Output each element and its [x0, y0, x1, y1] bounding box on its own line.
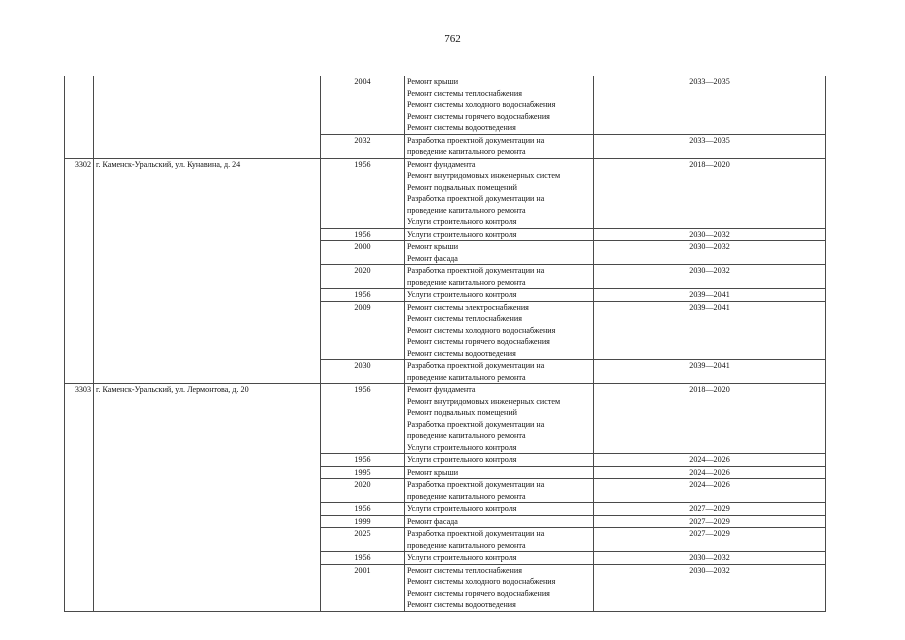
planned-period-cell: 2039—2041: [594, 289, 826, 302]
work-types-cell: [405, 479, 594, 503]
planned-period-cell: 2024—2026: [594, 466, 826, 479]
year-cell: 1956: [321, 454, 405, 467]
year-cell: 2000: [321, 241, 405, 265]
table-row: [65, 158, 826, 228]
page-number: 762: [444, 33, 461, 45]
year-cell: 2009: [321, 301, 405, 360]
year-cell: 1956: [321, 552, 405, 565]
work-types-cell: [405, 360, 594, 384]
work-type-line: Ремонт внутридомовых инженерных систем: [407, 396, 561, 406]
work-types-cell: [405, 384, 594, 454]
object-number: 3303: [65, 384, 94, 612]
work-type-line: Ремонт фасада: [407, 253, 458, 263]
year-cell: 2025: [321, 528, 405, 552]
planned-period-cell: 2030—2032: [594, 265, 826, 289]
work-type-line: проведение капитального ремонта: [407, 205, 526, 215]
work-types-cell: [405, 228, 594, 241]
work-types-cell: [405, 552, 594, 565]
work-type-line: Ремонт системы водоотведения: [407, 600, 516, 609]
year-cell: 1995: [321, 466, 405, 479]
work-type-line: Ремонт внутридомовых инженерных систем: [407, 171, 561, 180]
planned-period-cell: 2030—2032: [594, 552, 826, 565]
work-type-line: Услуги строительного контроля: [407, 229, 517, 239]
work-type-line: Ремонт системы холодного водоснабжения: [407, 577, 556, 586]
object-address: г. Каменск-Уральский, ул. Лермонтова, д. 20: [94, 384, 321, 612]
work-type-line: Ремонт фасада: [407, 516, 458, 526]
work-types-cell: [405, 241, 594, 265]
work-type-line: Разработка проектной документации на: [407, 361, 545, 370]
year-cell: 1956: [321, 158, 405, 228]
work-types-cell: [405, 454, 594, 467]
planned-period-cell: 2024—2026: [594, 479, 826, 503]
object-address: г. Каменск-Уральский, ул. Кунавина, д. 24: [94, 158, 321, 384]
work-type-line: Ремонт системы горячего водоснабжения: [407, 111, 550, 121]
year-cell: 2001: [321, 564, 405, 611]
work-type-line: Ремонт крыши: [407, 467, 459, 477]
work-type-line: Ремонт системы теплоснабжения: [407, 314, 522, 323]
planned-period-cell: 2039—2041: [594, 360, 826, 384]
planned-period-cell: 2039—2041: [594, 301, 826, 360]
table-row: [65, 76, 826, 134]
work-type-line: Разработка проектной документации на: [407, 266, 545, 275]
table-row: [65, 384, 826, 454]
work-types-cell: [405, 564, 594, 611]
work-type-line: проведение капитального ремонта: [407, 147, 526, 156]
work-types-cell: [405, 466, 594, 479]
planned-period-cell: 2030—2032: [594, 228, 826, 241]
work-type-line: проведение капитального ремонта: [407, 372, 526, 382]
year-cell: 1999: [321, 515, 405, 528]
work-type-line: проведение капитального ремонта: [407, 491, 526, 501]
work-types-cell: [405, 76, 594, 134]
year-cell: 2020: [321, 479, 405, 503]
work-type-line: Услуги строительного контроля: [407, 504, 517, 513]
work-type-line: Услуги строительного контроля: [407, 553, 517, 562]
work-type-line: Ремонт системы горячего водоснабжения: [407, 337, 550, 346]
planned-period-cell: 2033—2035: [594, 76, 826, 134]
work-type-line: Услуги строительного контроля: [407, 442, 517, 452]
year-cell: 2030: [321, 360, 405, 384]
work-type-line: Ремонт фундамента: [407, 159, 476, 169]
planned-period-cell: 2027—2029: [594, 528, 826, 552]
work-type-line: Ремонт крыши: [407, 242, 459, 251]
work-types-cell: [405, 301, 594, 360]
work-types-cell: [405, 503, 594, 516]
planned-period-cell: 2027—2029: [594, 515, 826, 528]
work-types-cell: [405, 289, 594, 302]
work-type-line: Ремонт системы теплоснабжения: [407, 88, 522, 98]
repair-schedule-body: [65, 76, 826, 611]
work-type-line: Ремонт фундамента: [407, 385, 476, 394]
year-cell: 1956: [321, 228, 405, 241]
planned-period-cell: 2030—2032: [594, 564, 826, 611]
planned-period-cell: 2018—2020: [594, 158, 826, 228]
work-type-line: Ремонт подвальных помещений: [407, 182, 518, 192]
work-type-line: Разработка проектной документации на: [407, 419, 545, 429]
work-type-line: проведение капитального ремонта: [407, 540, 526, 550]
work-type-line: Ремонт системы электроснабжения: [407, 302, 529, 312]
work-type-line: Разработка проектной документации на: [407, 529, 545, 538]
year-cell: 1956: [321, 503, 405, 516]
year-cell: 2004: [321, 76, 405, 134]
work-type-line: Ремонт системы теплоснабжения: [407, 565, 522, 575]
planned-period-cell: 2018—2020: [594, 384, 826, 454]
work-type-line: Ремонт системы холодного водоснабжения: [407, 100, 556, 109]
work-type-line: Ремонт системы водоотведения: [407, 348, 516, 358]
planned-period-cell: 2027—2029: [594, 503, 826, 516]
year-cell: 2032: [321, 134, 405, 158]
work-type-line: Разработка проектной документации на: [407, 480, 545, 489]
work-types-cell: [405, 528, 594, 552]
object-number: 3302: [65, 158, 94, 384]
work-type-line: Ремонт подвальных помещений: [407, 408, 518, 417]
work-type-line: проведение капитального ремонта: [407, 277, 526, 287]
work-type-line: Разработка проектной документации на: [407, 194, 545, 203]
work-type-line: Ремонт системы холодного водоснабжения: [407, 325, 556, 335]
work-types-cell: [405, 158, 594, 228]
work-types-cell: [405, 515, 594, 528]
planned-period-cell: 2024—2026: [594, 454, 826, 467]
work-types-cell: [405, 265, 594, 289]
repair-schedule-table: [64, 76, 826, 612]
planned-period-cell: 2033—2035: [594, 134, 826, 158]
work-type-line: Услуги строительного контроля: [407, 290, 517, 299]
work-type-line: Ремонт системы горячего водоснабжения: [407, 588, 550, 598]
work-type-line: Услуги строительного контроля: [407, 217, 517, 226]
object-number: [65, 76, 94, 158]
year-cell: 1956: [321, 289, 405, 302]
work-type-line: Ремонт системы водоотведения: [407, 123, 516, 132]
work-types-cell: [405, 134, 594, 158]
work-type-line: проведение капитального ремонта: [407, 431, 526, 440]
year-cell: 1956: [321, 384, 405, 454]
year-cell: 2020: [321, 265, 405, 289]
planned-period-cell: 2030—2032: [594, 241, 826, 265]
work-type-line: Ремонт крыши: [407, 77, 459, 86]
work-type-line: Услуги строительного контроля: [407, 455, 517, 464]
object-address: [94, 76, 321, 158]
work-type-line: Разработка проектной документации на: [407, 135, 545, 145]
